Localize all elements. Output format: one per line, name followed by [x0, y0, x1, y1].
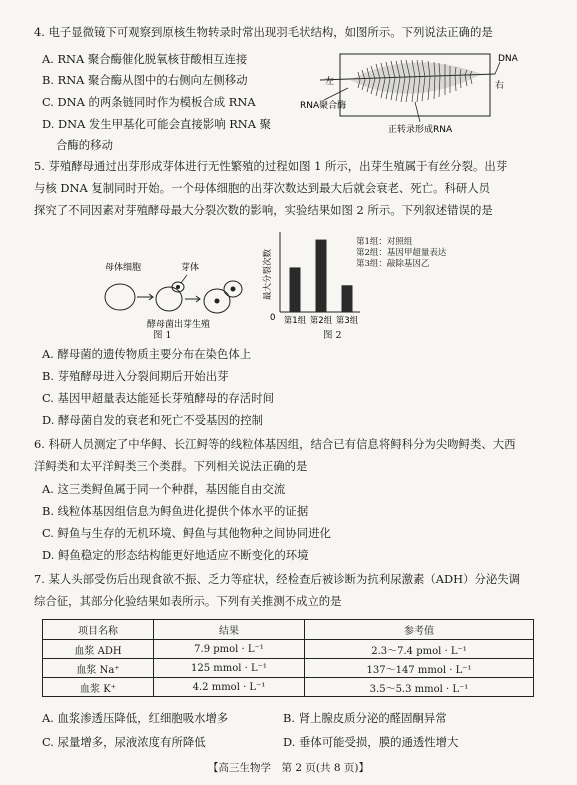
- q4-option-d-line2: 合酶的移动: [56, 138, 113, 152]
- rna-label: 正转录形成RNA: [388, 125, 453, 135]
- q6-option-c: C. 鲟鱼与生存的无机环境、鲟鱼与其他物种之间协同进化: [42, 526, 331, 540]
- q5-stem-line2: 与核 DNA 复制同时开始。一个母体细胞的出芽次数达到最大后就会衰老、死亡。科研人员: [34, 181, 491, 195]
- page-footer: 【高三生物学 第 2 页(共 8 页)】: [208, 762, 369, 774]
- x-tick-label-1: 第1组: [283, 316, 307, 326]
- rna-pointer: [415, 102, 420, 122]
- q5-option-d: D. 酵母菌自发的衰老和死亡不受基因的控制: [42, 413, 264, 427]
- mother-cell-label: 母体细胞: [105, 263, 142, 273]
- q6-stem-line2: 洋鲟类和太平洋鲟类三个类群。下列相关说法正确的是: [34, 459, 308, 473]
- mother-cell: [105, 284, 135, 310]
- polymerase-label: RNA聚合酶: [300, 101, 347, 111]
- table-cell: 血浆 ADH: [43, 640, 154, 659]
- q5-stem-line3: 探究了不同因素对芽殖酵母最大分裂次数的影响，实验结果如图 2 所示。下列叙述错误的是: [34, 203, 493, 217]
- q6-option-a: A. 这三类鲟鱼属于同一个种群，基因能自由交流: [42, 482, 286, 496]
- q5-option-c: C. 基因甲超量表达能延长芽殖酵母的存活时间: [42, 391, 274, 405]
- x-tick-label-3: 第3组: [335, 316, 359, 326]
- q5-stem-line1: 5. 芽殖酵母通过出芽形成芽体进行无性繁殖的过程如图 1 所示，出芽生殖属于有丝分裂。出芽: [34, 159, 508, 173]
- right-label: 右: [495, 81, 505, 91]
- y-axis-label: 最大分裂次数: [263, 248, 273, 300]
- header-reference: 参考值: [305, 620, 534, 640]
- q4-option-b: B. RNA 聚合酶从图中的右侧向左侧移动: [42, 73, 248, 87]
- table-row: [43, 659, 534, 678]
- table-cell: 血浆 K⁺: [43, 678, 154, 697]
- header-result: 结果: [154, 620, 305, 640]
- q6-option-b: B. 线粒体基因组信息为鲟鱼进化提供个体水平的证据: [42, 504, 309, 518]
- q7-option-a: A. 血浆渗透压降低，红细胞吸水增多: [42, 711, 229, 725]
- legend-item-1: 第1组：对照组: [356, 237, 413, 247]
- fig2-title: 图 2: [323, 330, 342, 341]
- left-label: 左: [325, 77, 335, 87]
- q7-option-d: D. 垂体可能受损，膜的通透性增大: [283, 735, 459, 749]
- origin-label: 0: [270, 313, 276, 323]
- table-cell: 137～147 mmol · L⁻¹: [305, 659, 534, 678]
- bar-3: [342, 285, 353, 312]
- q4-option-a: A. RNA 聚合酶催化脱氧核苷酸相互连接: [42, 52, 248, 66]
- table-header-row: [43, 620, 534, 640]
- legend-item-2: 第2组：基因甲超量表达: [356, 248, 447, 258]
- bar-1: [290, 267, 301, 312]
- q6-stem-line1: 6. 科研人员测定了中华鲟、长江鲟等的线粒体基因组，结合已有信息将鲟科分为尖吻鲟类、大西: [34, 437, 516, 451]
- table-cell: 血浆 Na⁺: [43, 659, 154, 678]
- feather-shape: [350, 62, 482, 93]
- table-cell: 125 mmol · L⁻¹: [154, 659, 305, 678]
- q7-results-table: [42, 619, 534, 697]
- table-row: [43, 640, 534, 659]
- q5-option-a: A. 酵母菌的遗传物质主要分布在染色体上: [42, 347, 252, 361]
- fig1-caption: 酵母菌出芽生殖: [147, 320, 211, 330]
- q4-option-d-line1: D. DNA 发生甲基化可能会直接影响 RNA 聚: [42, 117, 272, 131]
- legend-item-3: 第3组：敲除基因乙: [356, 259, 430, 269]
- table-row: [43, 678, 534, 697]
- dna-label: DNA: [498, 54, 518, 64]
- polymerase-pointer: [324, 88, 348, 100]
- q5-figure1-budding: [95, 255, 255, 340]
- q6-option-d: D. 鲟鱼稳定的形态结构能更好地适应不断变化的环境: [42, 548, 309, 562]
- table-cell: 3.5～5.3 mmol · L⁻¹: [305, 678, 534, 697]
- q7-option-b: B. 肾上腺皮质分泌的醛固酮异常: [283, 711, 447, 725]
- q4-transcription-figure: [300, 44, 535, 144]
- q4-option-c: C. DNA 的两条链同时作为模板合成 RNA: [42, 95, 256, 109]
- bud-label: 芽体: [181, 263, 200, 273]
- table-cell: 4.2 mmol · L⁻¹: [154, 678, 305, 697]
- x-tick-label-2: 第2组: [309, 316, 333, 326]
- header-item: 项目名称: [43, 620, 154, 640]
- q4-stem: 4. 电子显微镜下可观察到原核生物转录时常出现羽毛状结构，如图所示。下列说法正确的是: [34, 25, 493, 39]
- q7-stem-line2: 综合征，其部分化验结果如表所示。下列有关推测不成立的是: [34, 594, 342, 608]
- fig2-legend: [356, 237, 446, 270]
- q7-stem-line1: 7. 某人头部受伤后出现食欲不振、乏力等症状，经检查后被诊断为抗利尿激素（ADH）分泌失调: [34, 572, 521, 586]
- budding-cell: [156, 287, 182, 311]
- q5-option-b: B. 芽殖酵母进入分裂间期后开始出芽: [42, 369, 229, 383]
- bar-2: [316, 240, 327, 312]
- fig1-title: 图 1: [153, 330, 172, 341]
- q7-option-c: C. 尿量增多，尿液浓度有所降低: [42, 735, 206, 749]
- table-cell: 7.9 pmol · L⁻¹: [154, 640, 305, 659]
- table-cell: 2.3～7.4 pmol · L⁻¹: [305, 640, 534, 659]
